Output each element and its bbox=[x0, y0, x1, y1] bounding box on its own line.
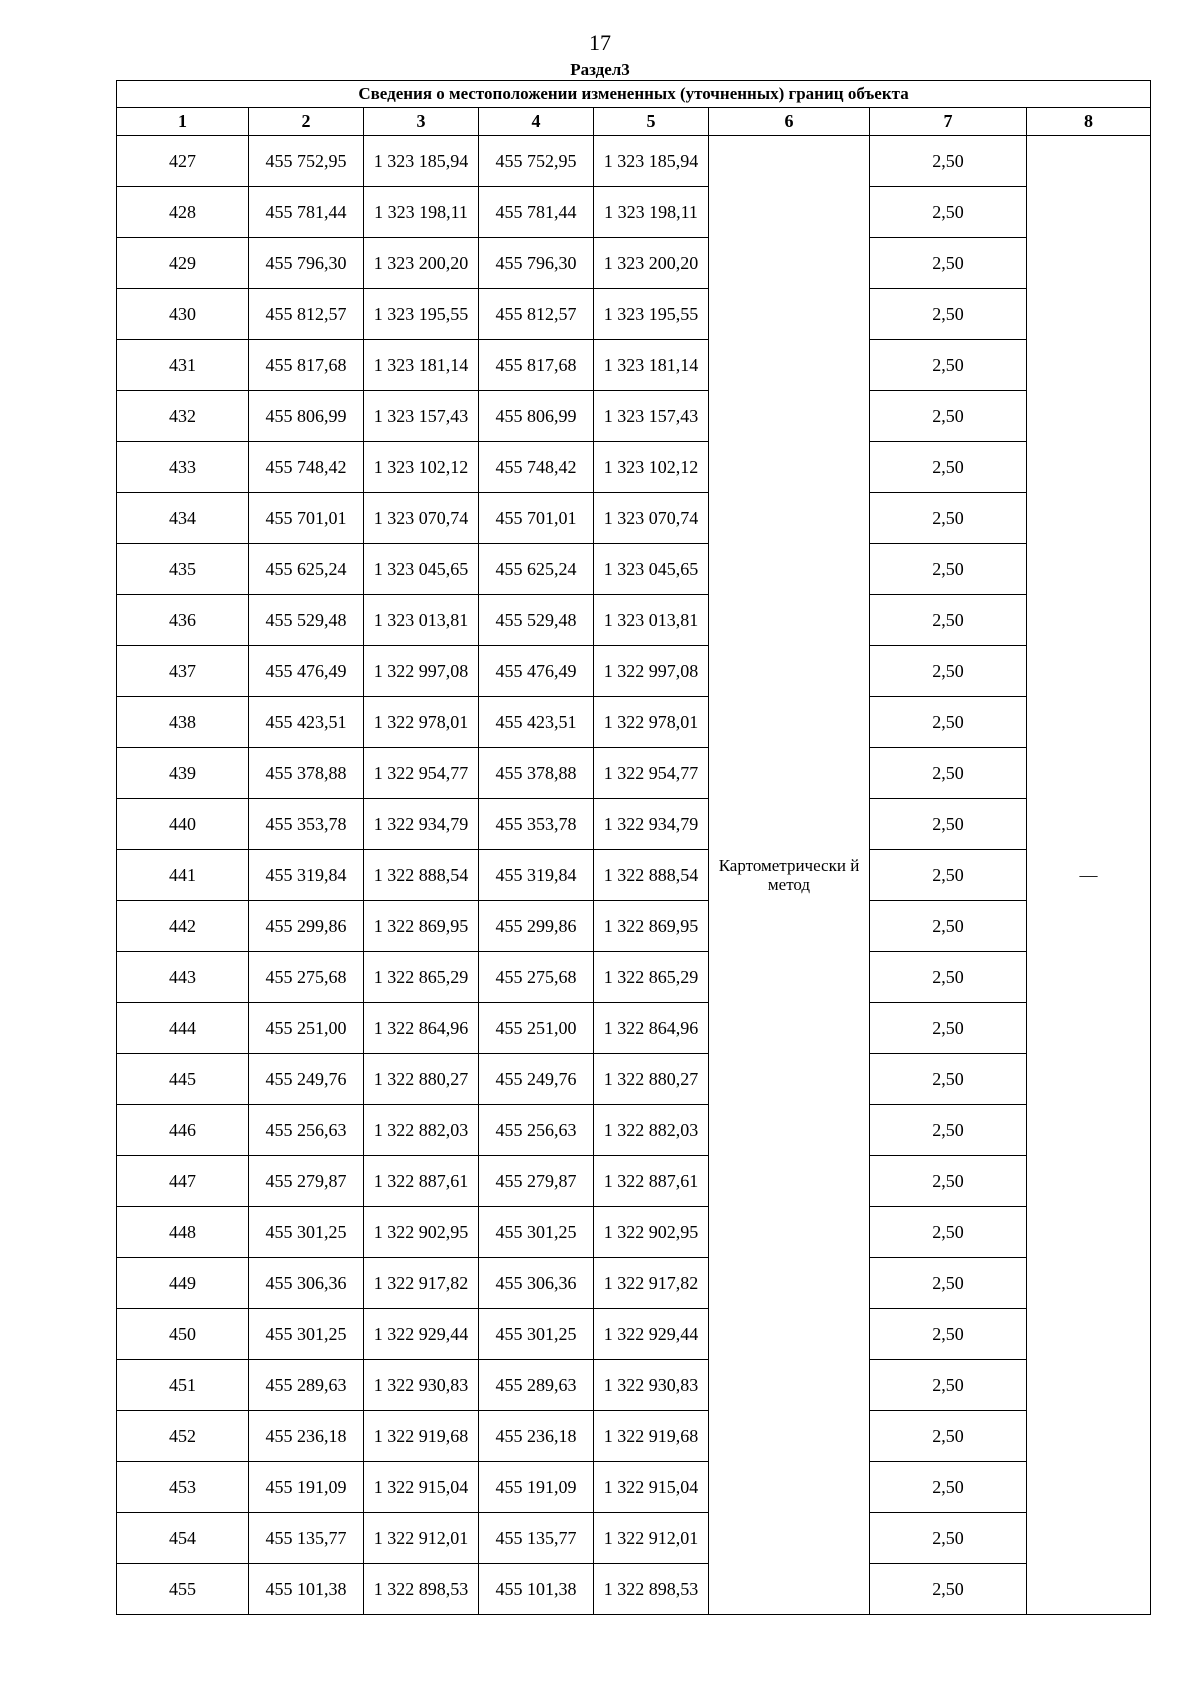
point-number-cell: 429 bbox=[117, 238, 249, 289]
x-coordinate-existing-cell: 455 301,25 bbox=[249, 1207, 364, 1258]
x-coordinate-refined-cell: 455 249,76 bbox=[479, 1054, 594, 1105]
point-number-cell: 435 bbox=[117, 544, 249, 595]
y-coordinate-existing-cell: 1 322 934,79 bbox=[364, 799, 479, 850]
y-coordinate-refined-cell: 1 322 917,82 bbox=[594, 1258, 709, 1309]
accuracy-cell: 2,50 bbox=[870, 544, 1027, 595]
x-coordinate-refined-cell: 455 529,48 bbox=[479, 595, 594, 646]
y-coordinate-existing-cell: 1 323 045,65 bbox=[364, 544, 479, 595]
x-coordinate-existing-cell: 455 781,44 bbox=[249, 187, 364, 238]
y-coordinate-existing-cell: 1 322 887,61 bbox=[364, 1156, 479, 1207]
table-row bbox=[117, 646, 1151, 697]
coordinates-table bbox=[116, 80, 1151, 1615]
table-row bbox=[117, 1309, 1151, 1360]
accuracy-cell: 2,50 bbox=[870, 1105, 1027, 1156]
y-coordinate-existing-cell: 1 323 181,14 bbox=[364, 340, 479, 391]
table-row bbox=[117, 1207, 1151, 1258]
point-number-cell: 441 bbox=[117, 850, 249, 901]
x-coordinate-existing-cell: 455 275,68 bbox=[249, 952, 364, 1003]
y-coordinate-refined-cell: 1 323 102,12 bbox=[594, 442, 709, 493]
accuracy-cell: 2,50 bbox=[870, 1462, 1027, 1513]
x-coordinate-refined-cell: 455 289,63 bbox=[479, 1360, 594, 1411]
table-row bbox=[117, 697, 1151, 748]
table-row bbox=[117, 1360, 1151, 1411]
point-number-cell: 449 bbox=[117, 1258, 249, 1309]
x-coordinate-existing-cell: 455 748,42 bbox=[249, 442, 364, 493]
x-coordinate-existing-cell: 455 353,78 bbox=[249, 799, 364, 850]
accuracy-cell: 2,50 bbox=[870, 595, 1027, 646]
y-coordinate-refined-cell: 1 323 045,65 bbox=[594, 544, 709, 595]
accuracy-cell: 2,50 bbox=[870, 1360, 1027, 1411]
section-label: Раздел3 bbox=[570, 60, 630, 79]
point-number-cell: 446 bbox=[117, 1105, 249, 1156]
table-row bbox=[117, 1156, 1151, 1207]
point-number-cell: 452 bbox=[117, 1411, 249, 1462]
column-header: 6 bbox=[709, 108, 870, 136]
table-row bbox=[117, 1411, 1151, 1462]
x-coordinate-existing-cell: 455 817,68 bbox=[249, 340, 364, 391]
y-coordinate-existing-cell: 1 322 919,68 bbox=[364, 1411, 479, 1462]
point-number-cell: 431 bbox=[117, 340, 249, 391]
y-coordinate-refined-cell: 1 323 198,11 bbox=[594, 187, 709, 238]
x-coordinate-existing-cell: 455 101,38 bbox=[249, 1564, 364, 1615]
y-coordinate-existing-cell: 1 323 070,74 bbox=[364, 493, 479, 544]
column8-cell: — bbox=[1027, 136, 1151, 1615]
x-coordinate-refined-cell: 455 817,68 bbox=[479, 340, 594, 391]
x-coordinate-existing-cell: 455 796,30 bbox=[249, 238, 364, 289]
accuracy-cell: 2,50 bbox=[870, 1054, 1027, 1105]
accuracy-cell: 2,50 bbox=[870, 1564, 1027, 1615]
y-coordinate-existing-cell: 1 322 978,01 bbox=[364, 697, 479, 748]
table-row bbox=[117, 187, 1151, 238]
x-coordinate-existing-cell: 455 812,57 bbox=[249, 289, 364, 340]
x-coordinate-refined-cell: 455 135,77 bbox=[479, 1513, 594, 1564]
table-row bbox=[117, 136, 1151, 187]
x-coordinate-refined-cell: 455 378,88 bbox=[479, 748, 594, 799]
y-coordinate-refined-cell: 1 322 864,96 bbox=[594, 1003, 709, 1054]
table-row bbox=[117, 289, 1151, 340]
accuracy-cell: 2,50 bbox=[870, 646, 1027, 697]
x-coordinate-existing-cell: 455 191,09 bbox=[249, 1462, 364, 1513]
y-coordinate-refined-cell: 1 322 954,77 bbox=[594, 748, 709, 799]
y-coordinate-existing-cell: 1 322 869,95 bbox=[364, 901, 479, 952]
x-coordinate-existing-cell: 455 279,87 bbox=[249, 1156, 364, 1207]
x-coordinate-refined-cell: 455 319,84 bbox=[479, 850, 594, 901]
accuracy-cell: 2,50 bbox=[870, 391, 1027, 442]
y-coordinate-existing-cell: 1 323 102,12 bbox=[364, 442, 479, 493]
accuracy-cell: 2,50 bbox=[870, 493, 1027, 544]
y-coordinate-refined-cell: 1 322 915,04 bbox=[594, 1462, 709, 1513]
y-coordinate-existing-cell: 1 323 013,81 bbox=[364, 595, 479, 646]
x-coordinate-refined-cell: 455 748,42 bbox=[479, 442, 594, 493]
x-coordinate-existing-cell: 455 378,88 bbox=[249, 748, 364, 799]
page-number: 17 bbox=[589, 30, 611, 55]
table-row bbox=[117, 544, 1151, 595]
y-coordinate-existing-cell: 1 322 930,83 bbox=[364, 1360, 479, 1411]
point-number-cell: 438 bbox=[117, 697, 249, 748]
y-coordinate-existing-cell: 1 322 929,44 bbox=[364, 1309, 479, 1360]
x-coordinate-refined-cell: 455 279,87 bbox=[479, 1156, 594, 1207]
x-coordinate-refined-cell: 455 701,01 bbox=[479, 493, 594, 544]
accuracy-cell: 2,50 bbox=[870, 799, 1027, 850]
x-coordinate-existing-cell: 455 301,25 bbox=[249, 1309, 364, 1360]
y-coordinate-existing-cell: 1 322 882,03 bbox=[364, 1105, 479, 1156]
table-caption: Сведения о местоположении измененных (уточненных) границ объекта bbox=[117, 81, 1151, 108]
column-header: 4 bbox=[479, 108, 594, 136]
table-row bbox=[117, 493, 1151, 544]
x-coordinate-refined-cell: 455 236,18 bbox=[479, 1411, 594, 1462]
x-coordinate-refined-cell: 455 752,95 bbox=[479, 136, 594, 187]
column-header: 7 bbox=[870, 108, 1027, 136]
x-coordinate-refined-cell: 455 306,36 bbox=[479, 1258, 594, 1309]
y-coordinate-existing-cell: 1 322 888,54 bbox=[364, 850, 479, 901]
y-coordinate-refined-cell: 1 323 200,20 bbox=[594, 238, 709, 289]
table-row bbox=[117, 748, 1151, 799]
x-coordinate-refined-cell: 455 251,00 bbox=[479, 1003, 594, 1054]
y-coordinate-existing-cell: 1 323 198,11 bbox=[364, 187, 479, 238]
y-coordinate-refined-cell: 1 322 887,61 bbox=[594, 1156, 709, 1207]
y-coordinate-refined-cell: 1 323 181,14 bbox=[594, 340, 709, 391]
table-row bbox=[117, 1462, 1151, 1513]
point-number-cell: 454 bbox=[117, 1513, 249, 1564]
x-coordinate-refined-cell: 455 101,38 bbox=[479, 1564, 594, 1615]
accuracy-cell: 2,50 bbox=[870, 136, 1027, 187]
y-coordinate-refined-cell: 1 322 978,01 bbox=[594, 697, 709, 748]
x-coordinate-existing-cell: 455 752,95 bbox=[249, 136, 364, 187]
table-row bbox=[117, 595, 1151, 646]
accuracy-cell: 2,50 bbox=[870, 442, 1027, 493]
y-coordinate-existing-cell: 1 323 195,55 bbox=[364, 289, 479, 340]
table-row bbox=[117, 1003, 1151, 1054]
x-coordinate-existing-cell: 455 423,51 bbox=[249, 697, 364, 748]
table-row bbox=[117, 799, 1151, 850]
accuracy-cell: 2,50 bbox=[870, 187, 1027, 238]
x-coordinate-refined-cell: 455 781,44 bbox=[479, 187, 594, 238]
table-row bbox=[117, 442, 1151, 493]
table-row bbox=[117, 1054, 1151, 1105]
column-header: 3 bbox=[364, 108, 479, 136]
point-number-cell: 440 bbox=[117, 799, 249, 850]
x-coordinate-refined-cell: 455 301,25 bbox=[479, 1207, 594, 1258]
y-coordinate-existing-cell: 1 322 912,01 bbox=[364, 1513, 479, 1564]
point-number-cell: 445 bbox=[117, 1054, 249, 1105]
y-coordinate-refined-cell: 1 323 070,74 bbox=[594, 493, 709, 544]
y-coordinate-refined-cell: 1 322 902,95 bbox=[594, 1207, 709, 1258]
table-row bbox=[117, 1105, 1151, 1156]
x-coordinate-existing-cell: 455 529,48 bbox=[249, 595, 364, 646]
point-number-cell: 427 bbox=[117, 136, 249, 187]
table-row bbox=[117, 1258, 1151, 1309]
table-row bbox=[117, 1564, 1151, 1615]
y-coordinate-existing-cell: 1 322 902,95 bbox=[364, 1207, 479, 1258]
x-coordinate-existing-cell: 455 251,00 bbox=[249, 1003, 364, 1054]
method-cell: Картометрически й метод bbox=[709, 136, 870, 1615]
x-coordinate-refined-cell: 455 301,25 bbox=[479, 1309, 594, 1360]
point-number-cell: 444 bbox=[117, 1003, 249, 1054]
accuracy-cell: 2,50 bbox=[870, 1309, 1027, 1360]
x-coordinate-existing-cell: 455 625,24 bbox=[249, 544, 364, 595]
y-coordinate-existing-cell: 1 323 200,20 bbox=[364, 238, 479, 289]
point-number-cell: 453 bbox=[117, 1462, 249, 1513]
column-header: 2 bbox=[249, 108, 364, 136]
table-row bbox=[117, 391, 1151, 442]
y-coordinate-refined-cell: 1 322 929,44 bbox=[594, 1309, 709, 1360]
y-coordinate-refined-cell: 1 322 882,03 bbox=[594, 1105, 709, 1156]
x-coordinate-existing-cell: 455 476,49 bbox=[249, 646, 364, 697]
accuracy-cell: 2,50 bbox=[870, 1411, 1027, 1462]
x-coordinate-refined-cell: 455 191,09 bbox=[479, 1462, 594, 1513]
x-coordinate-refined-cell: 455 256,63 bbox=[479, 1105, 594, 1156]
point-number-cell: 443 bbox=[117, 952, 249, 1003]
point-number-cell: 430 bbox=[117, 289, 249, 340]
accuracy-cell: 2,50 bbox=[870, 850, 1027, 901]
x-coordinate-refined-cell: 455 476,49 bbox=[479, 646, 594, 697]
y-coordinate-refined-cell: 1 323 185,94 bbox=[594, 136, 709, 187]
y-coordinate-refined-cell: 1 322 934,79 bbox=[594, 799, 709, 850]
table-row bbox=[117, 1513, 1151, 1564]
column-header: 1 bbox=[117, 108, 249, 136]
y-coordinate-refined-cell: 1 322 912,01 bbox=[594, 1513, 709, 1564]
x-coordinate-refined-cell: 455 423,51 bbox=[479, 697, 594, 748]
y-coordinate-existing-cell: 1 322 954,77 bbox=[364, 748, 479, 799]
table-row bbox=[117, 850, 1151, 901]
point-number-cell: 447 bbox=[117, 1156, 249, 1207]
table-row bbox=[117, 901, 1151, 952]
point-number-cell: 451 bbox=[117, 1360, 249, 1411]
accuracy-cell: 2,50 bbox=[870, 1258, 1027, 1309]
table-body bbox=[117, 136, 1151, 1615]
x-coordinate-existing-cell: 455 135,77 bbox=[249, 1513, 364, 1564]
x-coordinate-refined-cell: 455 275,68 bbox=[479, 952, 594, 1003]
x-coordinate-refined-cell: 455 299,86 bbox=[479, 901, 594, 952]
x-coordinate-existing-cell: 455 289,63 bbox=[249, 1360, 364, 1411]
y-coordinate-existing-cell: 1 322 864,96 bbox=[364, 1003, 479, 1054]
y-coordinate-refined-cell: 1 323 013,81 bbox=[594, 595, 709, 646]
y-coordinate-refined-cell: 1 322 869,95 bbox=[594, 901, 709, 952]
y-coordinate-refined-cell: 1 322 888,54 bbox=[594, 850, 709, 901]
column-header-row bbox=[117, 108, 1151, 136]
point-number-cell: 432 bbox=[117, 391, 249, 442]
accuracy-cell: 2,50 bbox=[870, 289, 1027, 340]
column-header: 8 bbox=[1027, 108, 1151, 136]
y-coordinate-refined-cell: 1 322 997,08 bbox=[594, 646, 709, 697]
x-coordinate-existing-cell: 455 306,36 bbox=[249, 1258, 364, 1309]
accuracy-cell: 2,50 bbox=[870, 1003, 1027, 1054]
accuracy-cell: 2,50 bbox=[870, 952, 1027, 1003]
column-header: 5 bbox=[594, 108, 709, 136]
y-coordinate-existing-cell: 1 322 915,04 bbox=[364, 1462, 479, 1513]
y-coordinate-existing-cell: 1 322 880,27 bbox=[364, 1054, 479, 1105]
y-coordinate-existing-cell: 1 323 157,43 bbox=[364, 391, 479, 442]
table-row bbox=[117, 238, 1151, 289]
point-number-cell: 448 bbox=[117, 1207, 249, 1258]
point-number-cell: 439 bbox=[117, 748, 249, 799]
point-number-cell: 434 bbox=[117, 493, 249, 544]
accuracy-cell: 2,50 bbox=[870, 748, 1027, 799]
x-coordinate-existing-cell: 455 701,01 bbox=[249, 493, 364, 544]
point-number-cell: 428 bbox=[117, 187, 249, 238]
point-number-cell: 433 bbox=[117, 442, 249, 493]
y-coordinate-refined-cell: 1 322 930,83 bbox=[594, 1360, 709, 1411]
y-coordinate-refined-cell: 1 322 865,29 bbox=[594, 952, 709, 1003]
point-number-cell: 436 bbox=[117, 595, 249, 646]
x-coordinate-existing-cell: 455 236,18 bbox=[249, 1411, 364, 1462]
x-coordinate-refined-cell: 455 796,30 bbox=[479, 238, 594, 289]
accuracy-cell: 2,50 bbox=[870, 1513, 1027, 1564]
x-coordinate-refined-cell: 455 812,57 bbox=[479, 289, 594, 340]
y-coordinate-refined-cell: 1 323 157,43 bbox=[594, 391, 709, 442]
x-coordinate-refined-cell: 455 353,78 bbox=[479, 799, 594, 850]
x-coordinate-existing-cell: 455 299,86 bbox=[249, 901, 364, 952]
y-coordinate-refined-cell: 1 322 919,68 bbox=[594, 1411, 709, 1462]
accuracy-cell: 2,50 bbox=[870, 697, 1027, 748]
y-coordinate-existing-cell: 1 322 898,53 bbox=[364, 1564, 479, 1615]
point-number-cell: 442 bbox=[117, 901, 249, 952]
x-coordinate-existing-cell: 455 319,84 bbox=[249, 850, 364, 901]
accuracy-cell: 2,50 bbox=[870, 340, 1027, 391]
accuracy-cell: 2,50 bbox=[870, 238, 1027, 289]
x-coordinate-existing-cell: 455 249,76 bbox=[249, 1054, 364, 1105]
y-coordinate-existing-cell: 1 322 865,29 bbox=[364, 952, 479, 1003]
y-coordinate-existing-cell: 1 322 917,82 bbox=[364, 1258, 479, 1309]
point-number-cell: 455 bbox=[117, 1564, 249, 1615]
accuracy-cell: 2,50 bbox=[870, 1207, 1027, 1258]
y-coordinate-existing-cell: 1 323 185,94 bbox=[364, 136, 479, 187]
y-coordinate-refined-cell: 1 322 898,53 bbox=[594, 1564, 709, 1615]
y-coordinate-refined-cell: 1 323 195,55 bbox=[594, 289, 709, 340]
table-row bbox=[117, 952, 1151, 1003]
y-coordinate-existing-cell: 1 322 997,08 bbox=[364, 646, 479, 697]
table-row bbox=[117, 340, 1151, 391]
point-number-cell: 450 bbox=[117, 1309, 249, 1360]
x-coordinate-refined-cell: 455 625,24 bbox=[479, 544, 594, 595]
x-coordinate-existing-cell: 455 256,63 bbox=[249, 1105, 364, 1156]
accuracy-cell: 2,50 bbox=[870, 1156, 1027, 1207]
accuracy-cell: 2,50 bbox=[870, 901, 1027, 952]
y-coordinate-refined-cell: 1 322 880,27 bbox=[594, 1054, 709, 1105]
x-coordinate-refined-cell: 455 806,99 bbox=[479, 391, 594, 442]
x-coordinate-existing-cell: 455 806,99 bbox=[249, 391, 364, 442]
point-number-cell: 437 bbox=[117, 646, 249, 697]
